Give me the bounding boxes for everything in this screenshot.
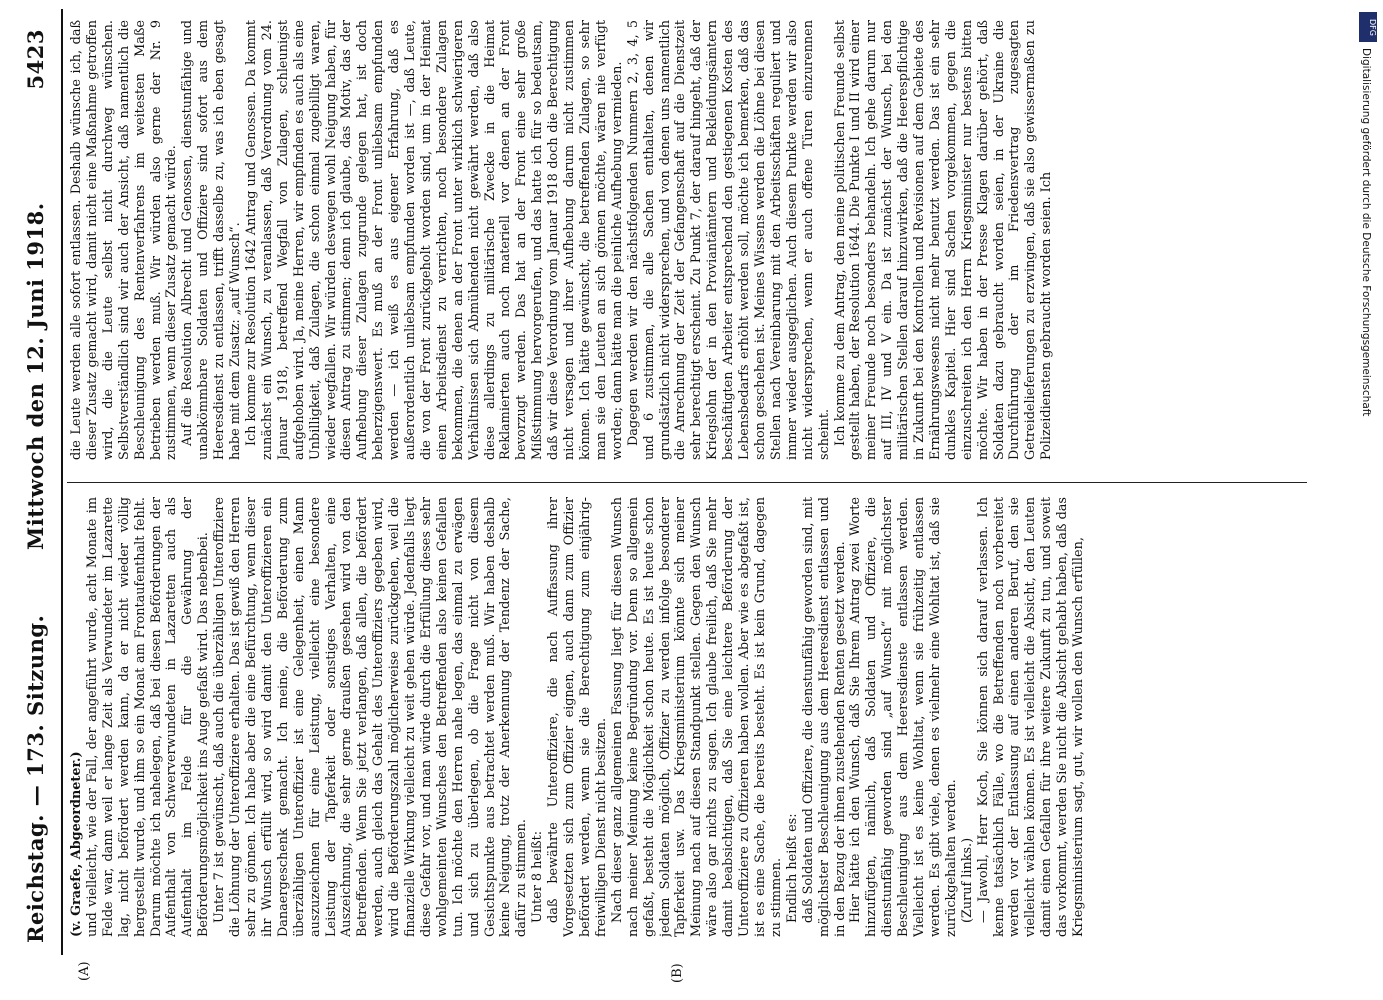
paragraph: und vielleicht, wie der Fall, der angeführt wurde, acht Monate im Felde war, dann weil er lange Zeit als Verwundeter im Lazarette lag, nicht befördert werden kann, da er nicht wieder völlig hergestellt wurde, und ihm so ein Monat am Frontaufenthalt fehlt. Darum möchte ich nahelegen, daß bei diesen Beförderungen der Aufenthalt von Schwerverwundeten in Lazaretten auch als Aufenthalt im Felde für die Gewährung der Beförderungsmöglichkeit ins Auge gefaßt wird. Das nebenbei. [84, 497, 212, 937]
header-left: Reichstag. — 173. Sitzung. [23, 614, 48, 943]
text-column-left [69, 497, 1309, 937]
margin-marker-b: (B) [670, 963, 685, 983]
credit-text: Digitalisierung gefördert durch die Deutsche Forschungsgemeinschaft [1360, 48, 1372, 417]
paragraph: Endlich heißt es: [784, 813, 800, 923]
paragraph: Unter 8 heißt: [530, 830, 546, 923]
paragraph: Dagegen werden wir den nächstfolgenden Nummern 2, 3, 4, 5 und 6 zustimmen, die alle Sachen enthalten, denen wir grundsätzlich nicht widersprechen, und von denen uns namentlich die Anrechnung der Zeit der Gefangenschaft auf die Dienstzeit sehr berechtigt erscheint. Zu Punkt 7, der darauf hingeht, daß der Kriegslohn der in den Proviantämtern und Bekleidungsämtern beschäftigten Arbeiter entsprechend den gestiegenen Kosten des Lebensbedarfs erhöht werden soll, möchte ich bemerken, daß das schon geschehen ist. Meines Wissens werden die Löhne bei diesen Stellen nach Vereinbarung mit den Arbeitsschäften reguliert und immer wieder ausgeglichen. Auch diesem Punkte werden wir also nicht widersprechen, wenn er auch offene Türen einzurennen scheint. [625, 20, 832, 460]
quoted-paragraph: daß bewährte Unteroffiziere, die nach Auffassung ihrer Vorgesetzten sich zum Offizier eignen, auch dann zum Offizier befördert werden, wenn sie die Berechtigung zum einjährig-freiwilligen Dienst nicht besitzen. [546, 497, 609, 937]
rotated-document [15, 5, 1335, 995]
dfg-logo-icon: DFG [1359, 12, 1377, 42]
text-column-right [69, 20, 1309, 460]
quoted-paragraph: daß Soldaten und Offiziere, die dienstunfähig geworden sind, mit möglichster Beschleunigung aus dem Heeresdienst entlassen und in den Bezug der ihnen zustehenden Renten gesetzt werden. [800, 497, 848, 937]
paragraph: Nach dieser ganz allgemeinen Fassung liegt für diesen Wunsch nach meiner Meinung keine Begründung vor. Denn so allgemein gefaßt, besteht die Möglichkeit schon heute. Es ist heute schon jedem Soldaten möglich, Offizier zu werden infolge besonderer Tapferkeit usw. Das Kriegsministerium könnte sich meiner Meinung nach auf diesen Standpunkt stellen. Gegen den Wunsch wäre also gar nichts zu sagen. Ich glaube freilich, daß Sie mehr damit beabsichtigen, daß Sie eine leichtere Beförderung der Unteroffiziere zu Offizieren haben wollen. Aber wie es abgefaßt ist, ist es eine Sache, die bereits besteht. Es ist kein Grund, dagegen zu stimmen. [609, 497, 784, 937]
paragraph: Auf die Resolution Albrecht und Genossen, dienstunfähige und unabkömmbare Soldaten und Offiziere sind sofort aus dem Heeresdienst zu entlassen, trifft dasselbe zu, was ich eben gesagt habe mit dem Zusatz: „auf Wunsch“. [180, 20, 244, 460]
paragraph: — Jawohl, Herr Koch, Sie können sich darauf verlassen. Ich kenne tatsächlich Fälle, wo die Betreffenden noch vorbereitet werden vor der Entlassung auf einen anderen Beruf, den sie vielleicht wählen können. Es ist vielleicht die Absicht, den Leuten damit einen Gefallen für ihre weitere Zukunft zu tun, und soweit das vorkommt, werden Sie nicht die Absicht gehabt haben, daß das Kriegsministerium sagt, gut, wir wollen den Wunsch erfüllen, [975, 497, 1087, 937]
running-header [19, 5, 59, 995]
column-divider [67, 482, 1307, 483]
paragraph: Ich komme zu dem Antrag, den meine politischen Freunde selbst gestellt haben, der Resolution 1644. Die Punkte I und II wird einer meiner Freunde noch besonders behandeln. Ich gehe darum nur auf III, IV und V ein. Da ist zunächst der Wunsch, bei den militärischen Stellen darauf hinzuwirken, daß die Heerespflichtige in Zukunft bei den Kontrollen und Revisionen auf dem Gebiete des Ernährungswesens nicht mehr benutzt werden. Das ist ein sehr dunkles Kapitel. Hier sind Sachen vorgekommen, gegen die einzuschreiten ich den Herrn Kriegsminister nur bestens bitten möchte. Wir haben in der Presse Klagen darüber gehört, daß Soldaten dazu gebraucht worden seien, in der Ukraine die Durchführung der im Friedensvertrag zugesagten Getreidelieferungen zu erzwingen, daß sie also gewissermaßen zu Polizeidiensten gebraucht worden seien. Ich [832, 20, 1055, 460]
speaker-line: (v. Graefe, Abgeordneter.) [69, 751, 84, 937]
paragraph: die Leute werden alle sofort entlassen. Deshalb wünsche ich, daß dieser Zusatz gemacht wird, damit nicht eine Maßnahme getroffen wird, die die Leute selbst nicht durchweg wünschen. Selbstverständlich sind wir auch der Ansicht, daß namentlich die Beschleunigung des Rentenverfahrens im weitesten Maße betrieben werden muß. Wir würden also gerne der Nr. 9 zustimmen, wenn dieser Zusatz gemacht würde. [69, 20, 180, 460]
paragraph: Ich komme zur Resolution 1642 Antrag und Genossen. Da kommt zunächst ein Wunsch, zu veranlassen, daß Verordnung vom 24. Januar 1918, betreffend Wegfall von Zulagen, schleunigst aufgehoben wird. Ja, meine Herren, wir empfinden es auch als eine Unbilligkeit, daß Zulagen, die schon einmal zugebilligt waren, wieder wegfallen. Wir würden deswegen wohl Neigung haben, für diesen Antrag zu stimmen; denn ich glaube, das Motiv, das der Aufhebung dieser Zulagen zugrunde gelegen hat, ist doch beherzigenswert. Es muß an der Front unliebsam empfunden werden — ich weiß es aus eigener Erfahrung, daß es außerordentlich unliebsam empfunden worden ist —, daß Leute, die von der Front zurückgeholt worden sind, um in der Heimat einen Arbeitsdienst zu verrichten, noch besondere Zulagen bekommen, die denen an der Front unter wirklich schwierigeren Verhältnissen sich Abmühenden nicht gewährt werden, daß also diese allerdings zu militärische Zwecke in die Heimat Reklamierten auch noch materiell vor denen an der Front bevorzugt werden. Das hat an der Front eine sehr große Mißstimmung hervorgerufen, und das hatte ich für so bedeutsam, daß wir diese Verordnung vom Januar 1918 doch die Berechtigung nicht versagen und ihrer Aufhebung darum nicht zustimmen können. Ich hätte gewünscht, die betreffenden Zulagen, so sehr man sie den Leuten an sich gönnen möchte, wären nie verfügt worden; dann hätte man die peinliche Aufhebung vermieden. [243, 20, 625, 460]
digitization-credit [1356, 6, 1382, 996]
header-rule [61, 9, 63, 955]
paragraph: Unter 7 ist gewünscht, daß auch die überzähligen Unteroffiziere die Löhnung der Unteroffiziere erhalten. Das ist gewiß den Herren sehr zu gönnen. Ich habe aber die eine Befürchtung, wenn dieser ihr Wunsch erfüllt wird, so wird damit den Unteroffizieren ein Danaergeschenk gemacht. Ich meine, die Beförderung zum überzähligen Unteroffizier ist eine Gelegenheit, einen Mann auszuzeichnen für eine Leistung, vielleicht eine besondere Leistung der Tapferkeit oder sonstiges Verhalten, eine Auszeichnung, die sehr gerne draußen gesehen wird von den Betreffenden. Wenn Sie jetzt verlangen, daß allen, die befördert werden, auch gleich das Gehalt des Unteroffiziers gegeben wird, wird die Beförderungszahl möglicherweise zurückgehen, weil die finanzielle Wirkung vielleicht zu weit gehen würde. Jedenfalls liegt diese Gefahr vor, und man würde durch die Erfüllung dieses sehr wohlgemeinten Wunsches den Betreffenden also keinen Gefallen tun. Ich möchte den Herren nahe legen, das einmal zu erwägen und sich zu überlegen, ob die Frage nicht von diesem Gesichtspunkte aus betrachtet werden muß. Wir haben deshalb keine Neigung, trotz der Anerkennung der Tendenz der Sache, dafür zu stimmen. [212, 497, 530, 937]
page-number: 5423 [23, 29, 48, 90]
header-date: Mittwoch den 12. Juni 1918. [23, 202, 48, 550]
margin-marker-a: (A) [77, 961, 92, 981]
paragraph: Hier hätte ich den Wunsch, daß Sie Ihrem Antrag zwei Worte hinzufügten, nämlich, daß Soldaten und Offiziere, die dienstunfähig geworden sind „auf Wunsch“ mit möglichster Beschleunigung aus dem Heeresdienste entlassen werden. Vielleicht ist es keine Wohltat, wenn sie frühzeitig entlassen werden. Es gibt viele, denen es vielmehr eine Wohltat ist, daß sie zurückgehalten werden. [848, 497, 959, 937]
interjection: (Zuruf links.) [959, 837, 975, 923]
